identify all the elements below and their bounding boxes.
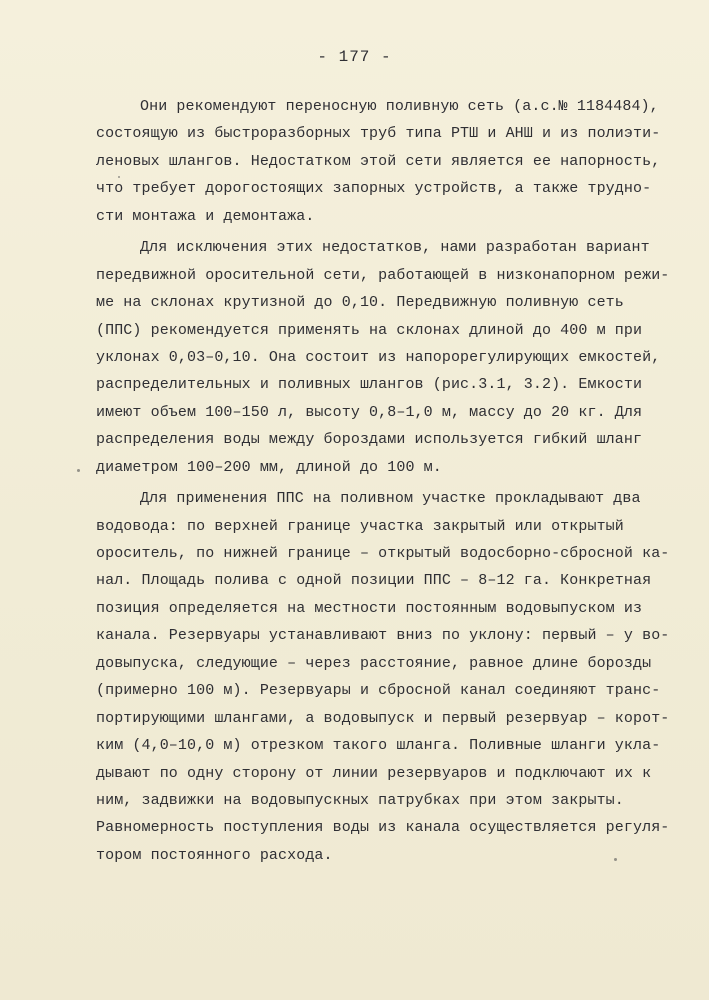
- text-line: Для исключения этих недостатков, нами разработан вариант: [140, 239, 650, 257]
- text-line: уклонах 0,03–0,10. Она состоит из напорорегулирующих емкостей,: [96, 348, 661, 366]
- text-line: Для применения ППС на поливном участке прокладывают два: [140, 490, 641, 508]
- text-line: портирующими шлангами, а водовыпуск и первый резервуар – корот-: [96, 709, 670, 727]
- text-line: что требует дорогостоящих запорных устройств, а также трудно-: [96, 180, 652, 198]
- text-line: водовода: по верхней границе участка закрытый или открытый: [96, 517, 624, 535]
- text-line: ким (4,0–10,0 м) отрезком такого шланга. Поливные шланги укла-: [96, 737, 661, 755]
- body-text: [96, 93, 670, 869]
- scan-speck: [118, 176, 120, 178]
- text-line: передвижной оросительной сети, работающей в низконапорном режи-: [96, 266, 670, 284]
- text-line: леновых шлангов. Недостатком этой сети является ее напорность,: [96, 152, 661, 170]
- scan-speck: [77, 469, 80, 472]
- scan-speck: [614, 858, 617, 861]
- text-line: (ППС) рекомендуется применять на склонах длиной до 400 м при: [96, 321, 643, 339]
- text-line: состоящую из быстроразборных труб типа РТШ и АНШ и из полиэти-: [96, 125, 661, 143]
- text-line: довыпуска, следующие – через расстояние, равное длине борозды: [96, 654, 652, 672]
- text-line: распределения воды между бороздами используется гибкий шланг: [96, 431, 643, 449]
- text-line: ме на склонах крутизной до 0,10. Передвижную поливную сеть: [96, 294, 624, 312]
- text-line: сти монтажа и демонтажа.: [96, 207, 315, 225]
- text-line: ороситель, по нижней границе – открытый водосборно-сбросной ка-: [96, 545, 670, 562]
- text-line: диаметром 100–200 мм, длиной до 100 м.: [96, 458, 442, 476]
- text-line: (примерно 100 м). Резервуары и сбросной канал соединяют транс-: [96, 682, 661, 700]
- text-line: ним, задвижки на водовыпускных патрубках при этом закрыты.: [96, 791, 624, 809]
- text-line: Они рекомендуют переносную поливную сеть (а.с.№ 1184484),: [140, 98, 659, 115]
- text-line: нал. Площадь полива с одной позиции ППС – 8–12 га. Конкретная: [96, 572, 652, 590]
- text-line: тором постоянного расхода.: [96, 846, 333, 864]
- text-line: имеют объем 100–150 л, высоту 0,8–1,0 м, массу до 20 кг. Для: [96, 403, 643, 421]
- page-number: - 177 -: [317, 48, 392, 66]
- text-line: позиция определяется на местности постоянным водовыпуском из: [96, 599, 643, 617]
- text-line: канала. Резервуары устанавливают вниз по уклону: первый – у во-: [96, 627, 670, 645]
- text-line: дывают по одну сторону от линии резервуаров и подключают их к: [96, 764, 652, 782]
- text-line: Равномерность поступления воды из канала осуществляется регуля-: [96, 819, 670, 837]
- text-line: распределительных и поливных шлангов (рис.3.1, 3.2). Емкости: [96, 376, 643, 394]
